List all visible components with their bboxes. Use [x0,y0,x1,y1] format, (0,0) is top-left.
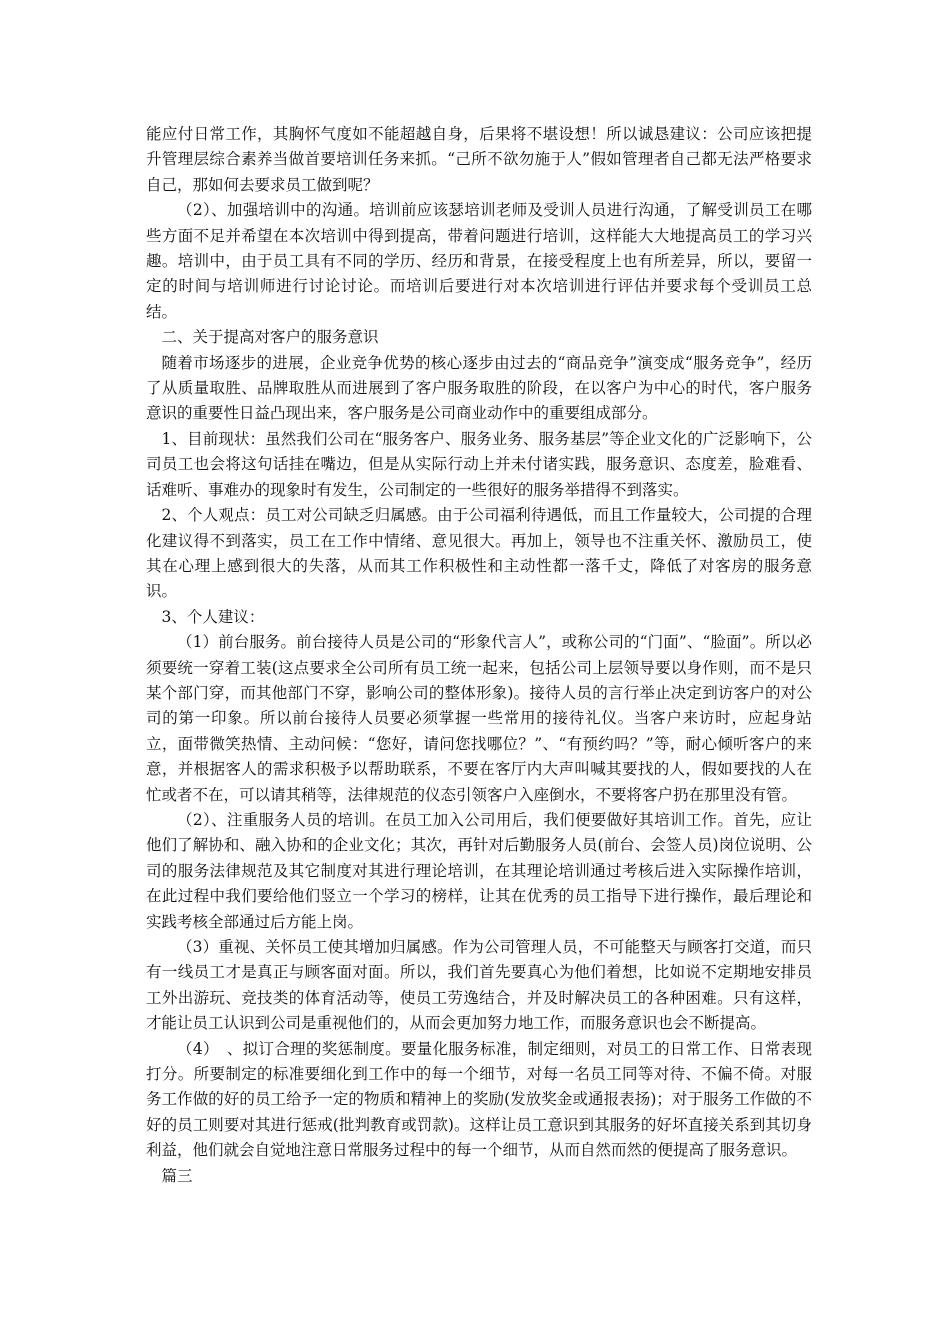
paragraph-current-status: 1、目前现状：虽然我们公司在“服务客户、服务业务、服务基层”等企业文化的广泛影响下，公司员工也会将这句话挂在嘴边，但是从实际行动上并未付诸实践，服务意识、态度差，脸难看、话难听、事难办的现象时有发生，公司制定的一些很好的服务举措得不到落实。 [146,429,812,499]
paragraph-training-communication: （2）、加强培训中的沟通。培训前应该瑟培训老师及受训人员进行沟通，了解受训员工在哪些方面不足并希望在本次培训中得到提高，带着问题进行培训，这样能大大地提高员工的学习兴趣。培训中，由于员工具有不同的学历、经历和背景，在接受程度上也有所差异，所以，要留一定的时间与培训师进行讨论讨论。而培训后要进行对本次培训进行评估并要求每个受训员工总结。 [146,201,812,321]
paragraph-continuation: 能应付日常工作，其胸怀气度如不能超越自身，后果将不堪设想！所以诚恳建议：公司应该把提升管理层综合素养当做首要培训任务来抓。“己所不欲勿施于人”假如管理者自己都无法严格要求自己，那如何去要求员工做到呢？ [146,125,812,194]
paragraph-reward-punishment: （4） 、拟订合理的奖惩制度。要量化服务标准，制定细则，对员工的日常工作、日常表现打分。所要制定的标准要细化到工作中的每一个细节，对每一名员工同等对待、不偏不倚。对服务工作做的好的员工给予一定的物质和精神上的奖励(发放奖金或通报表扬)；对于服务工作做的不好的员工则要对其进行惩戒(批判教育或罚款)。这样让员工意识到其服务的好坏直接关系到其切身利益，他们就会自觉地注意日常服务过程中的每一个细节，从而自然而然的便提高了服务意识。 [146,1039,812,1160]
paragraph-front-desk-service: （1）前台服务。前台接待人员是公司的“形象代言人”，或称公司的“门面”、“脸面”。所以必须要统一穿着工装(这点要求全公司所有员工统一起来，包括公司上层领导要以身作则，而不是只某个部门穿，而其他部门不穿，影响公司的整体形象)。接待人员的言行举止决定到访客户的对公司的第一印象。所以前台接待人员要必须掌握一些常用的接待礼仪。当客户来访时，应起身站立，面带微笑热情、主动问候：“您好，请问您找哪位？”、“有预约吗？”等，耐心倾听客户的来意，并根据客人的需求积极予以帮助联系，不要在客厅内大声叫喊其要找的人，假如要找的人在忙或者不在，可以请其稍等，法律规范的仪态引领客户入座倒水，不要将客户扔在那里没有管。 [146,633,812,804]
document-body [146,122,812,1189]
paragraph-staff-training: （2）、注重服务人员的培训。在员工加入公司用后，我们便要做好其培训工作。首先，应让他们了解协和、融入协和的企业文化；其次，再针对后勤服务人员(前台、会签人员)岗位说明、公司的服务法律规范及其它制度对其进行理论培训，在其理论培训通过考核后进入实际操作培训，在此过程中我们要给他们竖立一个学习的榜样，让其在优秀的员工指导下进行操作，最后理论和实践考核全部通过后方能上岗。 [146,810,812,931]
paragraph-personal-view: 2、个人观点：员工对公司缺乏归属感。由于公司福利待遇低，而且工作量较大，公司提的合理化建议得不到落实，员工在工作中情绪、意见很大。再加上，领导也不注重关怀、激励员工，使其在心理上感到很大的失落，从而其工作积极性和主动性都一落千丈，降低了对客房的服务意识。 [146,506,812,601]
paragraph-market-development: 随着市场逐步的进展，企业竞争优势的核心逐步由过去的“商品竞争”演变成“服务竞争”，经历了从质量取胜、品牌取胜从而进展到了客户服务取胜的阶段，在以客户为中心的时代，客户服务意识的重要性日益凸现出来，客户服务是公司商业动作中的重要组成部分。 [146,353,812,423]
section-heading-service-awareness: 二、关于提高对客户的服务意识 [161,328,379,347]
paragraph-suggestions-heading: 3、个人建议： [161,607,265,626]
section-label-part-three: 篇三 [161,1166,193,1185]
paragraph-belonging: （3）重视、关怀员工使其增加归属感。作为公司管理人员，不可能整天与顾客打交道，而只有一线员工才是真正与顾客面对面。所以，我们首先要真心为他们着想，比如说不定期地安排员工外出游玩、竞技类的体育活动等，使员工劳逸结合，并及时解决员工的各种困难。只有这样，才能让员工认识到公司是重视他们的，从而会更加努力地工作，而服务意识也会不断提高。 [146,938,812,1033]
